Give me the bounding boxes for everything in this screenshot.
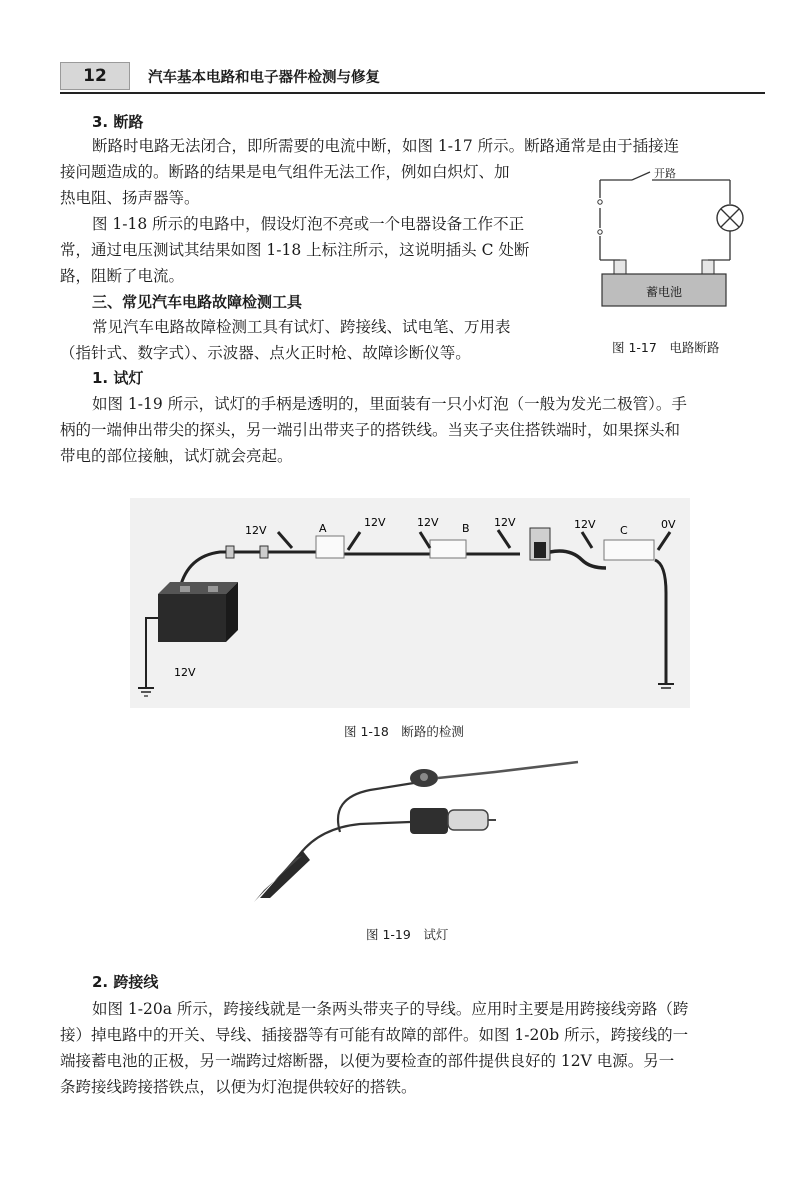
point-label-a: A [319, 522, 327, 535]
paragraph-line: 接）掉电路中的开关、导线、插接器等有可能有故障的部件。如图 1-20b 所示，跨接线的一 [60, 1026, 689, 1044]
battery-label: 蓄电池 [645, 285, 683, 299]
paragraph-line: 路，阻断了电流。 [60, 267, 185, 285]
heading-open-circuit: 3. 断路 [92, 113, 144, 131]
figure-1-17-caption: 图 1-17 电路断路 [612, 340, 720, 355]
voltage-label: 12V [574, 518, 596, 531]
figure-1-19-test-lamp [240, 758, 590, 918]
paragraph-line: 端接蓄电池的正极，另一端跨过熔断器，以便为要检查的部件提供良好的 12V 电源。另一 [60, 1052, 675, 1070]
heading-test-lamp: 1. 试灯 [92, 369, 144, 387]
battery-voltage-label: 12V [174, 666, 196, 679]
paragraph-line: 如图 1-19 所示，试灯的手柄是透明的，里面装有一只小灯泡（一般为发光二极管）。手 [92, 395, 687, 413]
heading-jumper-wire: 2. 跨接线 [92, 973, 159, 991]
paragraph-line: 接问题造成的。断路的结果是电气组件无法工作，例如白炽灯、加 [60, 163, 510, 181]
switch-label: 开路 [654, 168, 676, 180]
book-title: 汽车基本电路和电子器件检测与修复 [148, 70, 380, 86]
page-number: 12 [60, 62, 130, 90]
voltage-label: 12V [417, 516, 439, 529]
paragraph-line: 常见汽车电路故障检测工具有试灯、跨接线、试电笔、万用表 [92, 318, 511, 336]
figure-1-18-diagram [130, 498, 690, 708]
voltage-label: 12V [245, 524, 267, 537]
paragraph-line: 热电阻、扬声器等。 [60, 189, 200, 207]
paragraph-line: 带电的部位接触，试灯就会亮起。 [60, 447, 293, 465]
paragraph-line: 断路时电路无法闭合，即所需要的电流中断，如图 1-17 所示。断路通常是由于插接连 [92, 137, 680, 155]
figure-1-17-diagram [592, 168, 762, 330]
paragraph-line: 柄的一端伸出带尖的探头，另一端引出带夹子的搭铁线。当夹子夹住搭铁端时，如果探头和 [60, 421, 681, 439]
heading-tools: 三、常见汽车电路故障检测工具 [92, 293, 303, 311]
page-header [60, 58, 765, 94]
voltage-label: 0V [661, 518, 676, 531]
figure-1-18-caption: 图 1-18 断路的检测 [344, 724, 464, 739]
point-label-b: B [462, 522, 470, 535]
voltage-label: 12V [494, 516, 516, 529]
paragraph-line: 常，通过电压测试其结果如图 1-18 上标注所示，这说明插头 C 处断 [60, 241, 530, 259]
paragraph-line: （指针式、数字式）、示波器、点火正时枪、故障诊断仪等。 [60, 344, 471, 362]
figure-1-19-caption: 图 1-19 试灯 [366, 927, 449, 942]
header-rule [60, 92, 765, 94]
point-label-c: C [620, 524, 628, 537]
voltage-label: 12V [364, 516, 386, 529]
paragraph-line: 如图 1-20a 所示，跨接线就是一条两头带夹子的导线。应用时主要是用跨接线旁路（跨 [92, 1000, 689, 1018]
paragraph-line: 图 1-18 所示的电路中，假设灯泡不亮或一个电器设备工作不正 [92, 215, 525, 233]
paragraph-line: 条跨接线跨接搭铁点，以便为灯泡提供较好的搭铁。 [60, 1078, 417, 1096]
